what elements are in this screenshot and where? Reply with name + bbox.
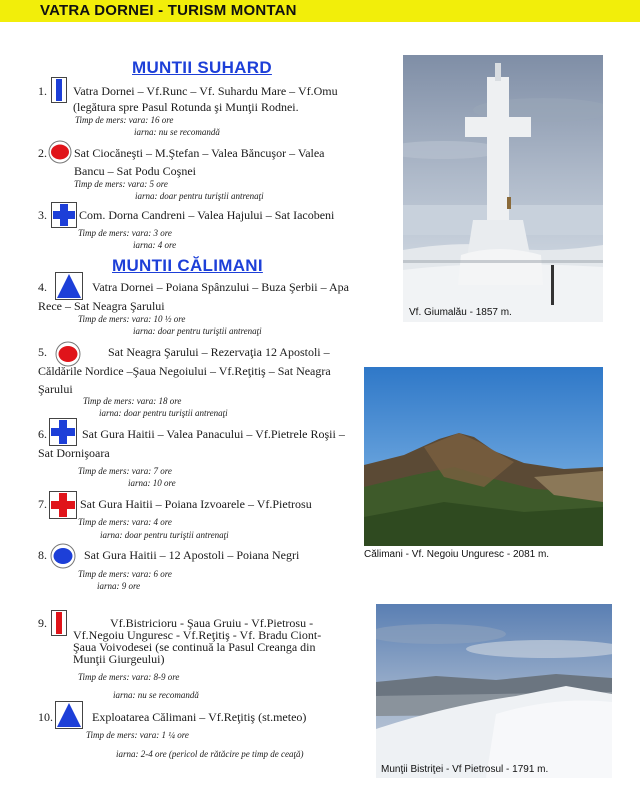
route-line: Vf.Bistricioru - Şaua Gruiu - Vf.Pietrosu -: [110, 616, 314, 630]
route-number: 8.: [38, 548, 47, 562]
snowy-cross-image: [403, 55, 603, 322]
route-time-winter: iarna: 9 ore: [97, 581, 141, 591]
blue-bar-marker-icon: [51, 77, 67, 103]
route-line: Sat Gura Haitii – 12 Apostoli – Poiana Negri: [84, 548, 300, 562]
red-bar-marker-icon: [51, 610, 67, 636]
route-line: Rece – Sat Neagra Şarului: [38, 299, 165, 313]
blue-triangle-marker-icon: [55, 272, 83, 300]
route-number: 6.: [38, 427, 47, 441]
route-number: 10.: [38, 710, 53, 724]
route-number: 3.: [38, 208, 47, 222]
route-number: 1.: [38, 84, 47, 98]
route-time-summer: Timp de mers: vara: 10 ½ ore: [78, 314, 186, 324]
route-line: Sat Dornişoara: [38, 446, 110, 460]
route-line: (legătura spre Pasul Rotunda şi Munţii Rodnei.: [73, 100, 299, 114]
route-time-winter: iarna: 4 ore: [133, 240, 177, 250]
route-time-winter: iarna: 10 ore: [128, 478, 176, 488]
photo-negoiu-ungurescu: [364, 367, 603, 546]
route-line: Sat Ciocăneşti – M.Ştefan – Valea Băncuşor – Valea: [74, 146, 325, 160]
blue-dot-marker-icon: [50, 543, 76, 569]
route-line: Şarului: [38, 382, 73, 396]
route-line: Com. Dorna Candreni – Valea Hajului – Sat Iacobeni: [79, 208, 335, 222]
route-time-summer: Timp de mers: vara: 16 ore: [75, 115, 174, 125]
photo-caption: Vf. Giumalău - 1857 m.: [409, 307, 512, 318]
route-line: Sat Gura Haitii – Poiana Izvoarele – Vf.Pietrosu: [80, 497, 312, 511]
photo-giumalau: [403, 55, 603, 322]
route-line: Vatra Dornei – Poiana Spânzului – Buza Şerbii – Apa: [92, 280, 349, 294]
route-time-summer: Timp de mers: vara: 6 ore: [78, 569, 172, 579]
blue-triangle-marker-icon: [55, 701, 83, 729]
snowy-ridge-image: [376, 604, 612, 778]
route-line: Sat Gura Haitii – Valea Panacului – Vf.Pietrele Roşii –: [82, 427, 345, 441]
photo-caption: Munţii Bistriţei - Vf Pietrosul - 1791 m.: [381, 764, 549, 775]
section-title-suhard: MUNTII SUHARD: [132, 58, 272, 77]
route-number: 9.: [38, 616, 47, 630]
route-time-winter: iarna: doar pentru turiştii antrenaţi: [100, 530, 229, 540]
route-line: Vf.Negoiu Unguresc - Vf.Reţitiş - Vf. Bradu Ciont-: [73, 628, 322, 642]
route-line: Munţii Giurgeului): [73, 652, 165, 666]
route-time-summer: Timp de mers: vara: 18 ore: [83, 396, 182, 406]
page-header: [0, 0, 640, 22]
route-time-winter: iarna: doar pentru turiştii antrenaţi: [99, 408, 228, 418]
route-number: 2.: [38, 146, 47, 160]
route-time-winter: iarna: doar pentru turiştii antrenaţi: [133, 326, 262, 336]
route-line: Şaua Voivodesei (se continuă la Pasul Creanga din: [73, 640, 316, 654]
route-time-summer: Timp de mers: vara: 5 ore: [74, 179, 168, 189]
blue-cross-marker-icon: [51, 202, 77, 228]
route-line: Vatra Dornei – Vf.Runc – Vf. Suhardu Mare – Vf.Omu: [73, 84, 338, 98]
route-time-summer: Timp de mers: vara: 1 ¼ ore: [86, 730, 189, 740]
page-title: VATRA DORNEI - TURISM MONTAN: [40, 2, 297, 19]
route-number: 4.: [38, 280, 47, 294]
route-number: 7.: [38, 497, 47, 511]
route-line: Căldările Nordice –Şaua Negoiului – Vf.Reţitiş – Sat Neagra: [38, 364, 331, 378]
route-time-summer: Timp de mers: vara: 8-9 ore: [78, 672, 180, 682]
route-time-winter: iarna: nu se recomandă: [113, 690, 199, 700]
route-time-winter: iarna: 2-4 ore (pericol de rătăcire pe timp de ceaţă): [116, 749, 304, 759]
route-line: Sat Neagra Şarului – Rezervaţia 12 Apostoli –: [108, 345, 330, 359]
route-time-summer: Timp de mers: vara: 3 ore: [78, 228, 172, 238]
route-time-winter: iarna: nu se recomandă: [134, 127, 220, 137]
route-number: 5.: [38, 345, 47, 359]
route-line: Bancu – Sat Podu Coşnei: [74, 164, 196, 178]
photo-pietrosul: [376, 604, 612, 778]
route-time-summer: Timp de mers: vara: 7 ore: [78, 466, 172, 476]
route-time-summer: Timp de mers: vara: 4 ore: [78, 517, 172, 527]
blue-cross-marker-icon: [49, 418, 77, 446]
route-line: Exploatarea Călimani – Vf.Reţitiş (st.meteo): [92, 710, 307, 724]
mountain-peak-image: [364, 367, 603, 546]
route-time-winter: iarna: doar pentru turiştii antrenaţi: [135, 191, 264, 201]
section-title-calimani: MUNTII CĂLIMANI: [112, 256, 263, 275]
red-cross-marker-icon: [49, 491, 77, 519]
photo-caption: Călimani - Vf. Negoiu Unguresc - 2081 m.: [364, 549, 550, 560]
red-dot-marker-icon: [48, 140, 72, 164]
